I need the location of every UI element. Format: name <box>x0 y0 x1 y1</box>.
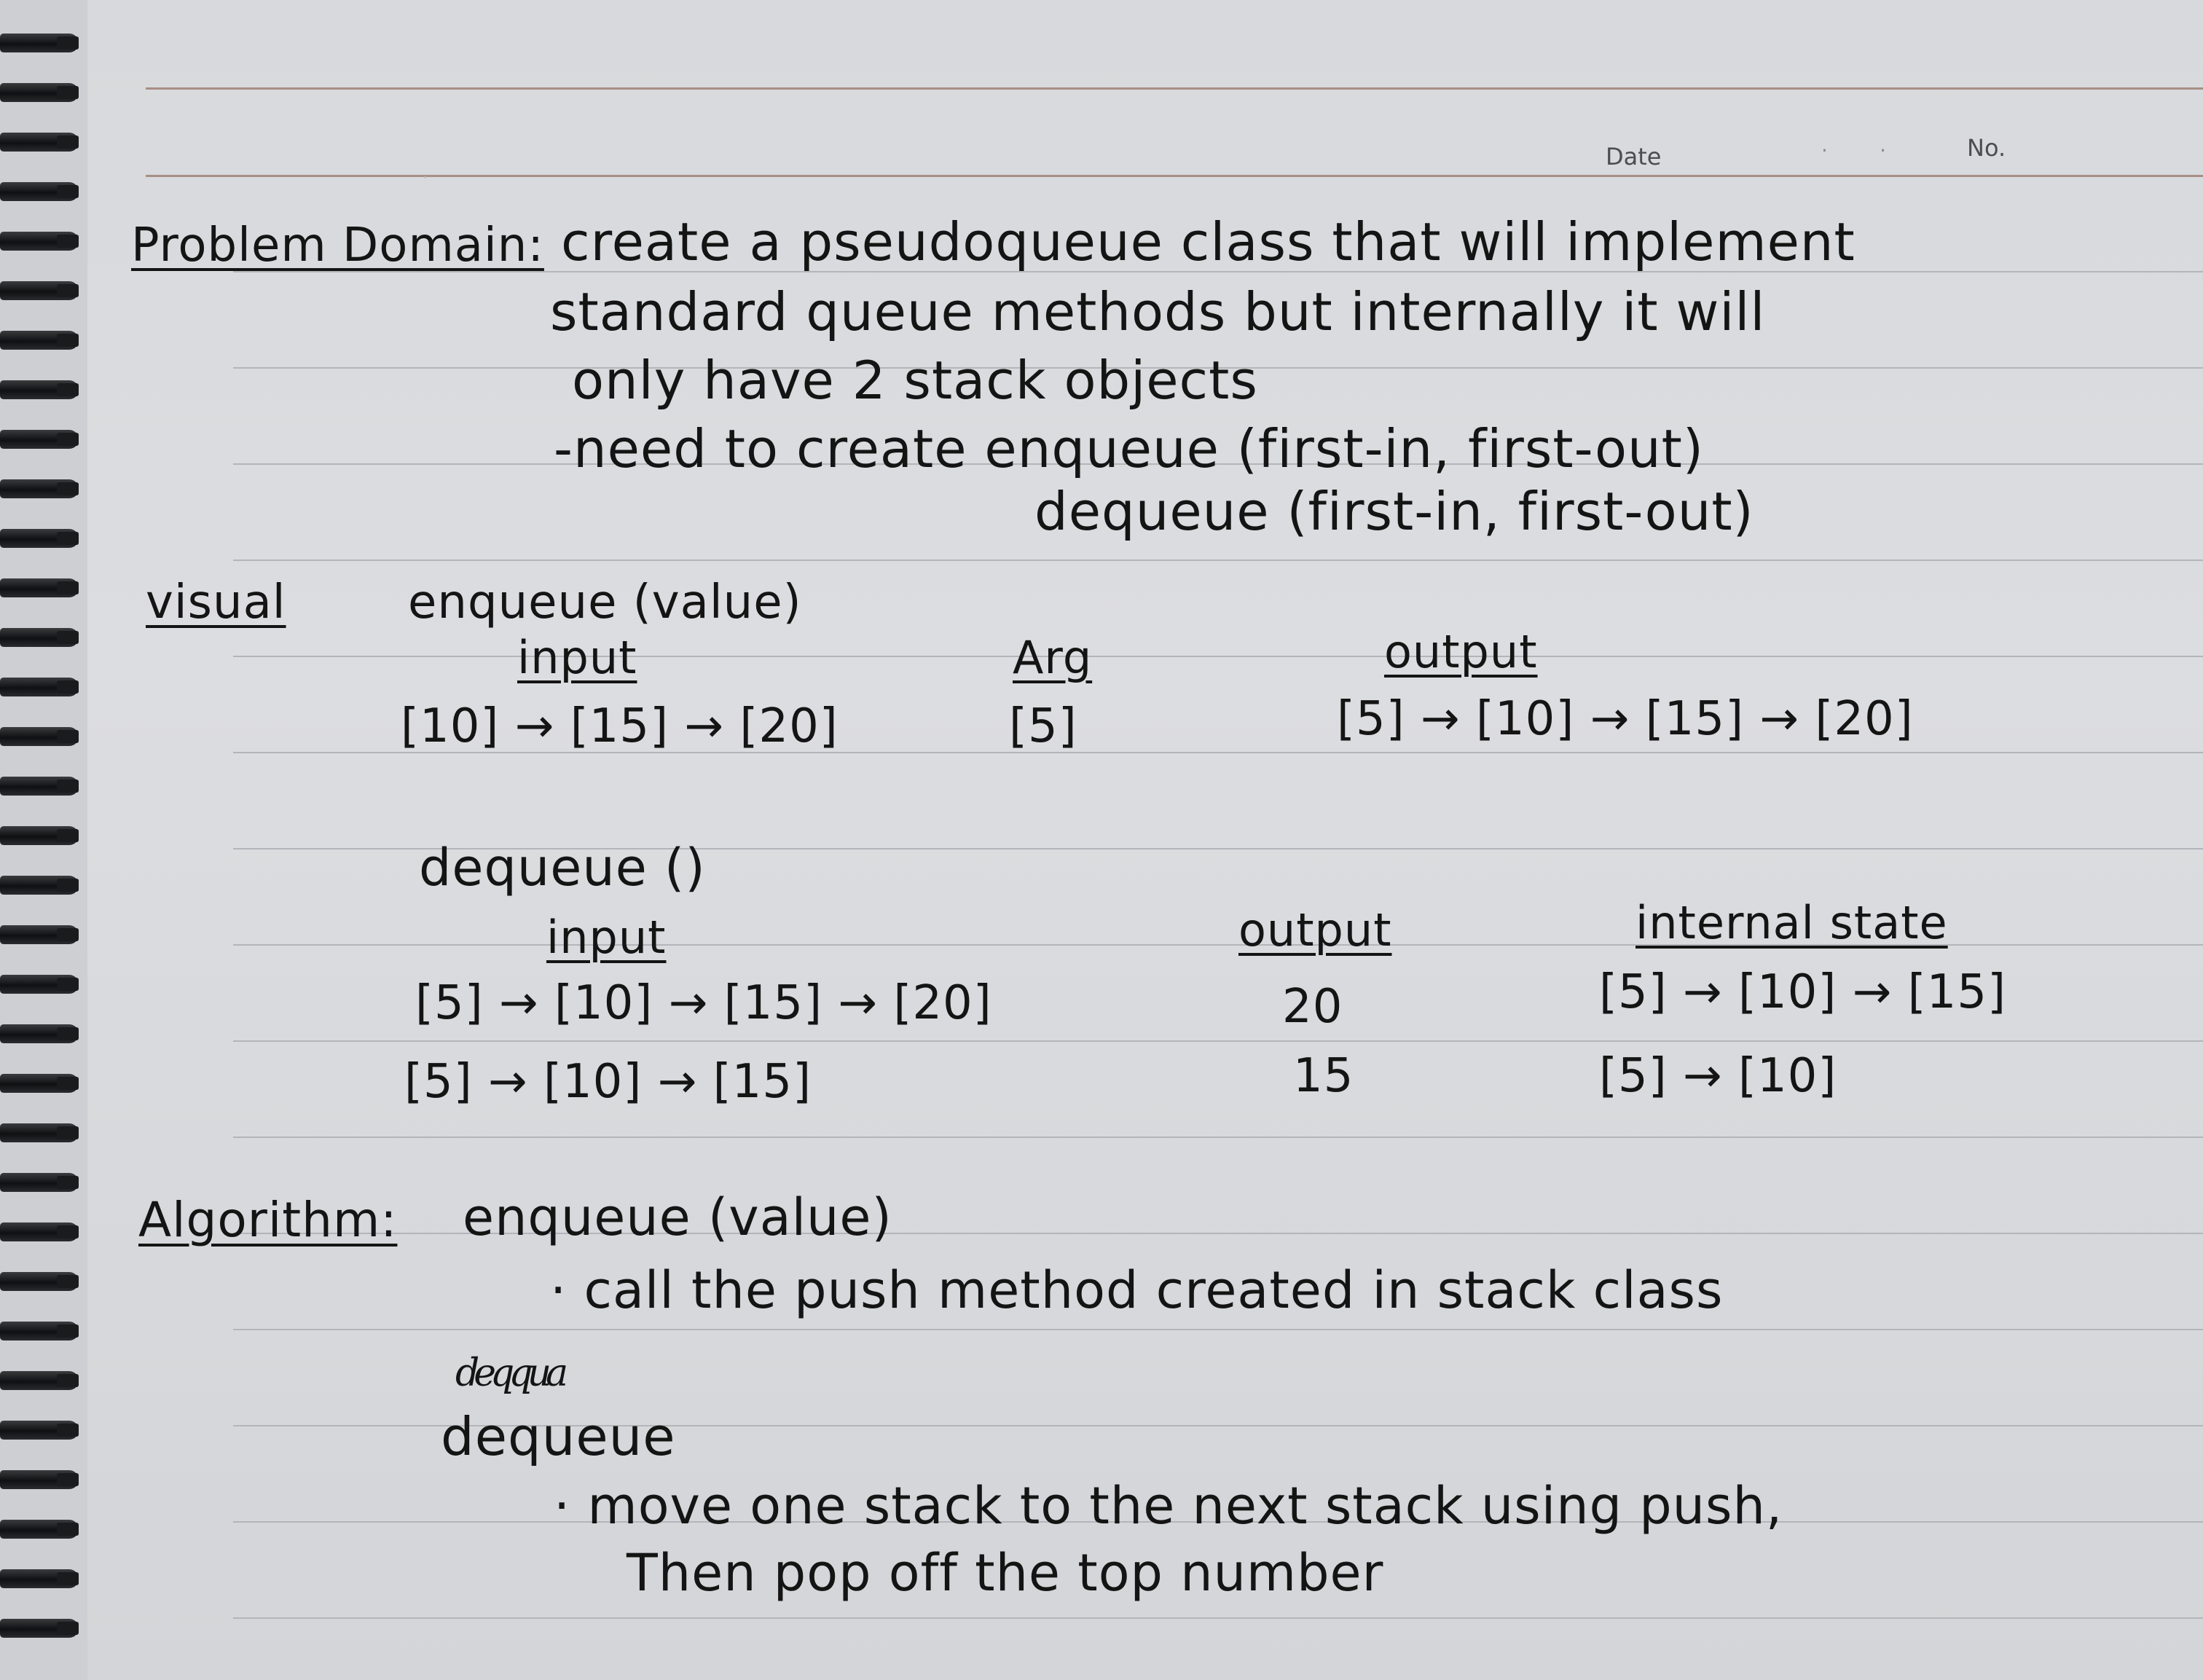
spiral-ring <box>0 376 87 404</box>
enqueue-arg-label: Arg <box>1013 631 1093 684</box>
dequeue-row-2-output: 15 <box>1293 1049 1354 1103</box>
problem-domain-label: Problem Domain: <box>131 219 544 272</box>
problem-line-3: only have 2 stack objects <box>572 350 1258 411</box>
algorithm-enqueue-step: · call the push method created in stack class <box>550 1260 1724 1320</box>
spiral-ring <box>0 1119 87 1147</box>
enqueue-input: [10] → [15] → [20] <box>401 699 839 753</box>
date-rule <box>146 175 2203 177</box>
spiral-ring <box>0 822 87 849</box>
spiral-ring <box>0 79 87 106</box>
spiral-ring <box>0 425 87 453</box>
dequeue-title: dequeue () <box>419 838 706 898</box>
dequeue-row-2-input: [5] → [10] → [15] <box>404 1055 812 1109</box>
spiral-ring <box>0 1020 87 1048</box>
visual-label: visual <box>146 576 286 629</box>
spiral-ring <box>0 624 87 651</box>
spiral-ring <box>0 1466 87 1493</box>
spiral-ring <box>0 1416 87 1444</box>
problem-line-2: standard queue methods but internally it will <box>550 281 1766 342</box>
enqueue-input-label: input <box>517 631 637 684</box>
date-label: Date <box>1606 143 1662 170</box>
ruled-line <box>233 1617 2203 1619</box>
faint-mark: · <box>423 169 428 187</box>
spiral-ring <box>0 871 87 899</box>
spiral-ring <box>0 29 87 57</box>
dequeue-row-2-state: [5] → [10] <box>1599 1049 1837 1103</box>
spiral-ring <box>0 326 87 354</box>
spiral-ring <box>0 1565 87 1593</box>
problem-line-4: -need to create enqueue (first-in, first-out) <box>554 418 1704 479</box>
algorithm-dequeue-title: dequeue <box>441 1406 676 1467</box>
spiral-ring <box>0 970 87 998</box>
spiral-ring <box>0 574 87 602</box>
no-label: No. <box>1967 134 2006 162</box>
algorithm-dequeue-step-2: Then pop off the top number <box>627 1543 1384 1603</box>
ruled-line <box>233 1329 2203 1330</box>
scribbled-out-word: deqqua <box>455 1351 563 1395</box>
spiral-ring <box>0 128 87 156</box>
enqueue-output: [5] → [10] → [15] → [20] <box>1337 692 1914 746</box>
dequeue-state-label: internal state <box>1635 896 1948 949</box>
spiral-ring <box>0 1317 87 1345</box>
spiral-ring <box>0 1169 87 1196</box>
spiral-ring <box>0 1515 87 1543</box>
spiral-ring <box>0 1614 87 1642</box>
problem-line-1: create a pseudoqueue class that will implement <box>561 211 1856 272</box>
spiral-ring <box>0 178 87 205</box>
spiral-ring <box>0 1367 87 1394</box>
dequeue-row-1-output: 20 <box>1282 980 1343 1034</box>
date-dots: · · <box>1821 138 1887 162</box>
spiral-ring <box>0 772 87 800</box>
enqueue-output-label: output <box>1384 625 1538 678</box>
spiral-ring <box>0 277 87 305</box>
spiral-ring <box>0 1218 87 1246</box>
dequeue-output-label: output <box>1238 903 1392 957</box>
problem-line-5: dequeue (first-in, first-out) <box>1034 481 1754 542</box>
spiral-ring <box>0 1268 87 1295</box>
algorithm-dequeue-step-1: · move one stack to the next stack using push, <box>554 1476 1783 1536</box>
spiral-ring <box>0 921 87 949</box>
ruled-line <box>233 1137 2203 1138</box>
dequeue-row-1-input: [5] → [10] → [15] → [20] <box>415 976 992 1030</box>
spiral-ring <box>0 227 87 255</box>
enqueue-title: enqueue (value) <box>408 576 802 629</box>
dequeue-input-label: input <box>546 911 667 964</box>
spiral-ring <box>0 673 87 701</box>
ruled-line <box>233 560 2203 561</box>
enqueue-arg: [5] <box>1009 699 1077 753</box>
spiral-ring <box>0 525 87 552</box>
spiral-ring <box>0 723 87 750</box>
spiral-ring <box>0 475 87 503</box>
ruled-line <box>233 1040 2203 1042</box>
algorithm-label: Algorithm: <box>138 1192 398 1248</box>
dequeue-row-1-state: [5] → [10] → [15] <box>1599 965 2007 1019</box>
header-rule <box>146 87 2203 90</box>
spiral-ring <box>0 1069 87 1097</box>
algorithm-enqueue-title: enqueue (value) <box>463 1188 892 1247</box>
